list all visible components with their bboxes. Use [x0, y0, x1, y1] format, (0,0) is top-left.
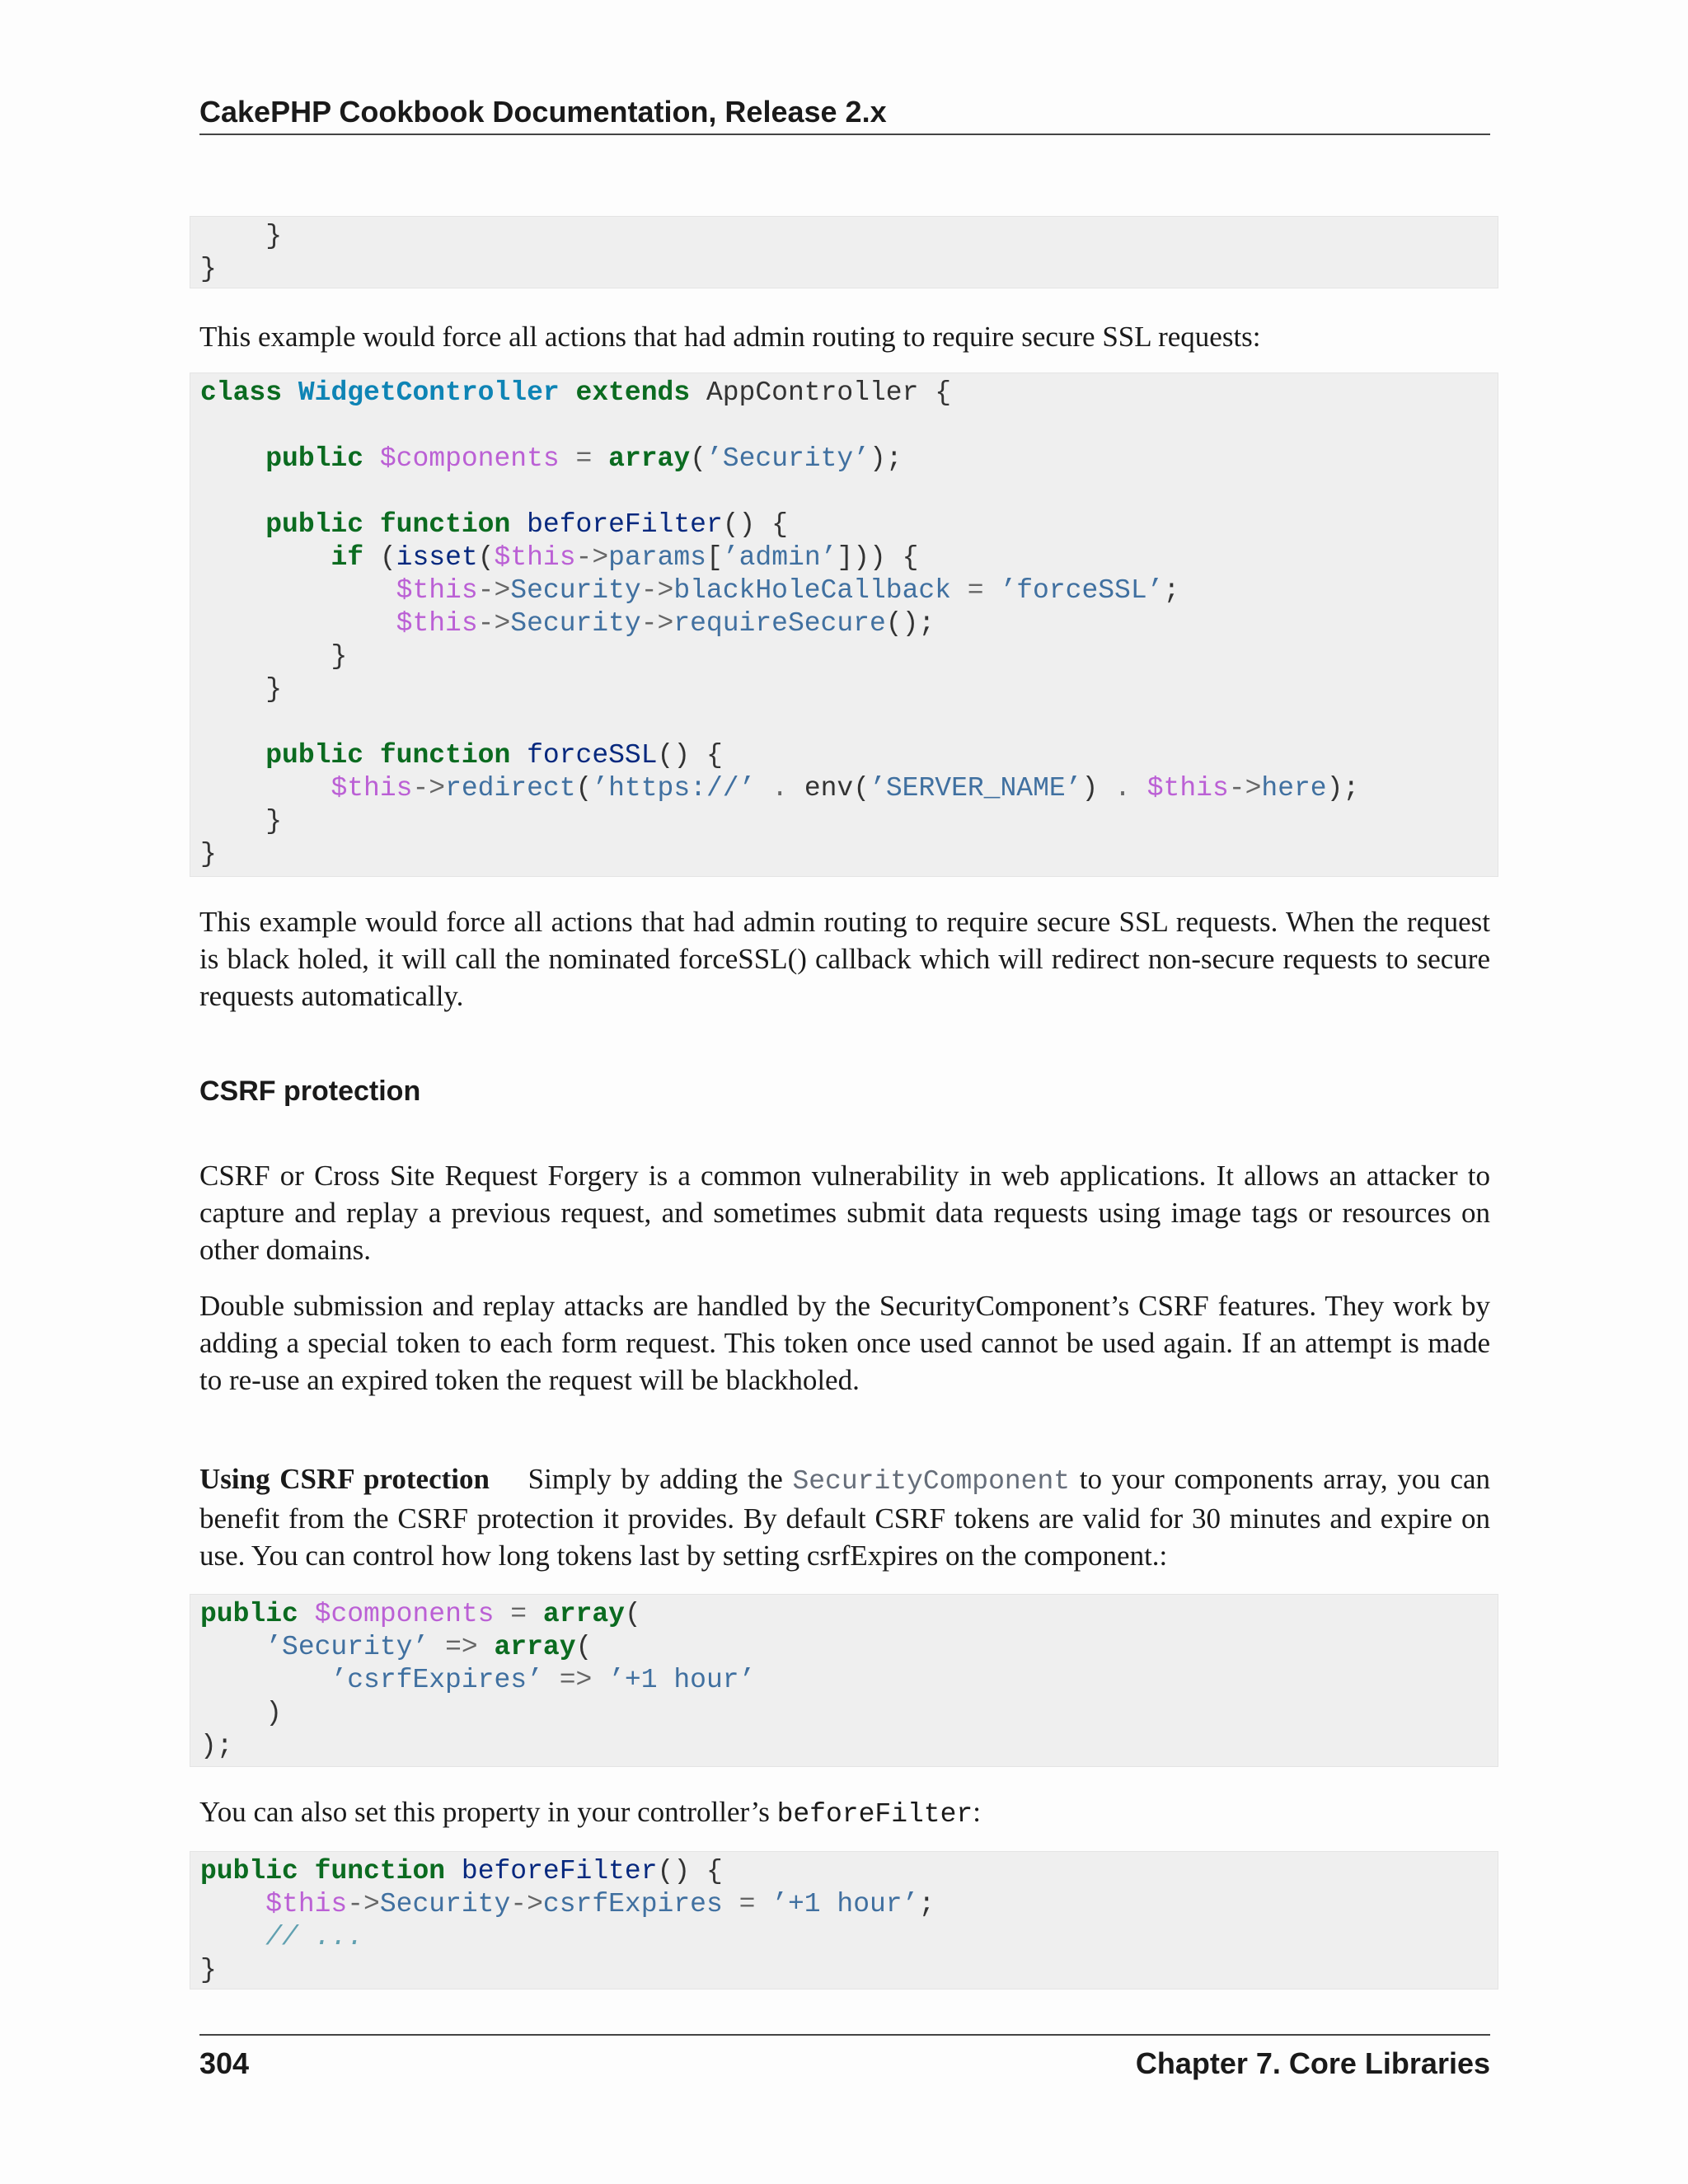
code-line: }: [200, 254, 217, 284]
code-line: }: [331, 641, 348, 672]
page-footer: [199, 2044, 1490, 2083]
code-line: }: [265, 806, 283, 837]
paragraph-ssl-intro: This example would force all actions that had admin routing to require secure SSL requests:: [199, 321, 1261, 353]
code-line: ): [265, 1698, 283, 1728]
paragraph-ssl-explanation: This example would force all actions that had admin routing to require secure SSL requests. When the request is black holed, it will call the nominated forceSSL() callback which will redirect non-secure requests to secure requests automatically.: [199, 906, 1490, 1012]
code-line: $this->Security->blackHoleCallback = ’forceSSL’;: [396, 575, 1180, 606]
code-line: public $components = array(: [200, 1599, 641, 1629]
section-heading-csrf: CSRF protection: [199, 1076, 421, 1107]
code-line: // ...: [265, 1922, 364, 1952]
code-line: if (isset($this->params[’admin’])) {: [331, 542, 919, 573]
page-number: 304: [199, 2046, 250, 2080]
paragraph-before-filter: You can also set this property in your controller’s beforeFilter:: [199, 1796, 981, 1830]
code-line: }: [200, 839, 217, 869]
code-line: }: [200, 1955, 217, 1985]
security-component-link[interactable]: SecurityComponent: [792, 1466, 1071, 1497]
code-line: $this->redirect(’https://’ . env(’SERVER_NAME’) . $this->here);: [331, 773, 1360, 804]
code-block-closing-braces: [190, 216, 1498, 288]
inline-code-before-filter: beforeFilter: [776, 1799, 973, 1830]
code-block-before-filter: [190, 1851, 1498, 1990]
code-block-components-array: [190, 1594, 1498, 1767]
paragraph-csrf-features: Double submission and replay attacks are handled by the SecurityComponent’s CSRF features. They work by adding a special token to each form request. This token once used cannot be used again. If an attempt is made to re-use an expired token the request will be blackholed.: [199, 1290, 1490, 1396]
code-line: ’Security’ => array(: [265, 1632, 593, 1662]
code-block-widget-controller: [190, 373, 1498, 877]
footer-rule: [199, 2034, 1490, 2036]
code-line-blank: [200, 706, 1498, 739]
code-line: }: [200, 221, 283, 251]
code-line: $this->Security->csrfExpires = ’+1 hour’;: [265, 1889, 935, 1919]
code-line: $this->Security->requireSecure();: [396, 608, 935, 639]
code-line: class WidgetController extends AppController {: [200, 377, 952, 408]
code-line: public $components = array(’Security’);: [265, 443, 903, 474]
runin-heading: Using CSRF protection: [199, 1463, 490, 1495]
paragraph-using-csrf: Using CSRF protection Simply by adding the SecurityComponent to your components array, you can benefit from the CSRF protection it provides. By default CSRF tokens are valid for 30 minutes and expire on use. You can control how long tokens last by setting csrfExpires on the component.:: [199, 1463, 1491, 1572]
code-line-blank: [200, 476, 1498, 509]
chapter-title: Chapter 7. Core Libraries: [1135, 2046, 1490, 2080]
code-line: public function beforeFilter() {: [200, 1856, 723, 1886]
code-line: public function beforeFilter() {: [265, 509, 788, 540]
paragraph-csrf-definition: CSRF or Cross Site Request Forgery is a common vulnerability in web applications. It allows an attacker to capture and replay a previous request, and sometimes submit data requests using image tags or resources on other domains.: [199, 1160, 1490, 1266]
code-line: );: [200, 1731, 233, 1761]
running-header: CakePHP Cookbook Documentation, Release 2.x: [199, 92, 1490, 135]
code-line: public function forceSSL() {: [265, 740, 723, 771]
code-line: ’csrfExpires’ => ’+1 hour’: [331, 1665, 756, 1695]
code-line-blank: [200, 410, 1498, 443]
code-line: }: [265, 674, 283, 705]
